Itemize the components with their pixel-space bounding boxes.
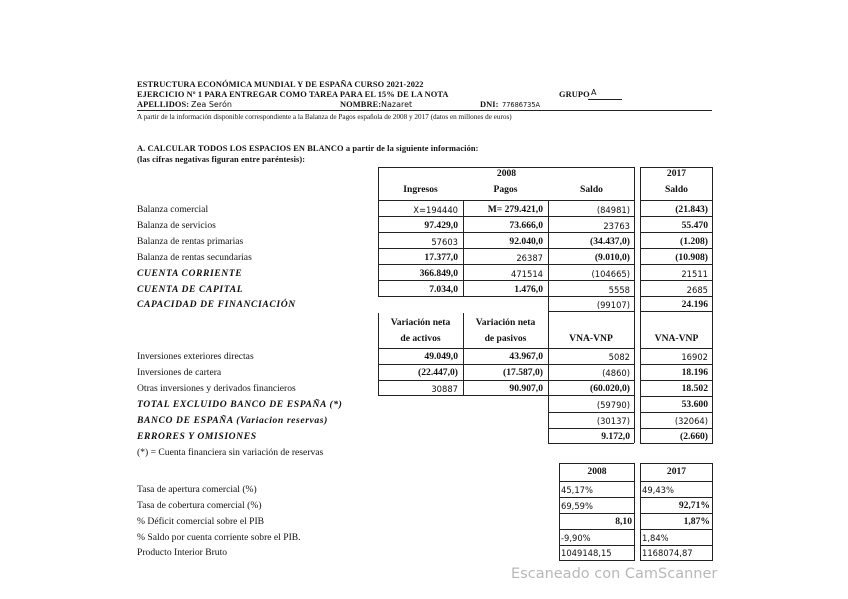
table1-year-2008: 2008 — [496, 168, 517, 179]
t2-grid — [548, 428, 634, 429]
row-label-cuenta-capital: CUENTA DE CAPITAL — [137, 284, 244, 295]
dni-value: 77686735A — [502, 101, 541, 109]
inversiones-cartera-pasivos: (17.587,0) — [503, 367, 543, 378]
grupo-label: GRUPO — [559, 90, 590, 99]
cuenta-corriente-ingresos: 366.849,0 — [419, 268, 458, 279]
saldo-cuenta-corriente-2008: -9,90% — [561, 533, 591, 543]
errores-omisiones-2017: (2.660) — [680, 431, 708, 442]
balanza-comercial-2017: (21.843) — [675, 204, 708, 215]
t3-grid — [640, 513, 713, 514]
t1-grid — [548, 311, 634, 312]
apellidos-label: APELLIDOS: — [137, 100, 190, 109]
t3-grid — [640, 545, 713, 546]
t1-grid — [640, 264, 713, 265]
t1-grid — [640, 248, 713, 249]
t2-grid — [640, 412, 713, 413]
inversiones-directas-vna: 5082 — [608, 352, 630, 362]
cuenta-capital-ingresos: 7.034,0 — [429, 284, 458, 295]
row-label-inversiones-directas: Inversiones exteriores directas — [137, 351, 254, 362]
col-var-activos-line1: Variación neta — [390, 317, 451, 328]
t2-grid — [640, 380, 713, 381]
balanza-servicios-ingresos: 97.429,0 — [424, 220, 458, 231]
capacidad-financiacion-saldo: (99107) — [596, 300, 630, 310]
rentas-primarias-pagos: 92.040,0 — [509, 236, 543, 247]
row-label-balanza-servicios: Balanza de servicios — [137, 220, 216, 231]
row-label-otras-inversiones: Otras inversiones y derivados financieros — [137, 383, 296, 394]
rentas-primarias-2017: (1.208) — [680, 236, 708, 247]
otras-inversiones-vna: (60.020,0) — [590, 383, 630, 394]
otras-inversiones-2017: 18.502 — [681, 383, 708, 394]
row-label-balanza-comercial: Balanza comercial — [137, 204, 209, 215]
total-excluido-vna: (59790) — [596, 400, 630, 410]
t2-grid — [640, 348, 713, 349]
col-ingresos: Ingresos — [403, 184, 438, 195]
t1-grid — [712, 201, 713, 311]
otras-inversiones-pasivos: 90.907,0 — [509, 383, 543, 394]
cuenta-corriente-pagos: 471514 — [511, 269, 543, 279]
col-vna-vnp-2017: VNA-VNP — [654, 333, 699, 344]
inversiones-cartera-vna: (4860) — [602, 368, 630, 378]
tasa-cobertura-2017: 92,71% — [678, 500, 710, 511]
balanza-comercial-ingresos: X=194440 — [413, 205, 458, 215]
rentas-primarias-ingresos: 57603 — [431, 237, 458, 247]
rentas-secundarias-pagos: 26387 — [516, 253, 543, 263]
row-label-tasa-cobertura: Tasa de cobertura comercial (%) — [137, 500, 262, 511]
t2-grid — [378, 380, 634, 381]
t1-grid — [378, 296, 634, 297]
cuenta-capital-2017: 2685 — [686, 285, 708, 295]
rentas-primarias-saldo: (34.437,0) — [590, 236, 630, 247]
table3-year-2008: 2008 — [587, 466, 607, 477]
balanza-servicios-saldo: 23763 — [603, 221, 630, 231]
instructions-line1: A. CALCULAR TODOS LOS ESPACIOS EN BLANCO a partir de la siguiente información: — [137, 144, 479, 153]
row-label-saldo-cuenta-corriente: % Saldo por cuenta corriente sobre el PIB. — [137, 532, 301, 543]
t3-grid — [559, 545, 635, 546]
col-pagos: Pagos — [493, 184, 518, 195]
grupo-value: A — [591, 88, 597, 97]
row-label-rentas-secundarias: Balanza de rentas secundarias — [137, 252, 252, 263]
errores-omisiones-vna: 9.172,0 — [601, 431, 630, 442]
footnote: (*) = Cuenta financiera sin variación de reservas — [137, 447, 324, 458]
col-saldo-2017: Saldo — [665, 184, 688, 195]
tasa-cobertura-2008: 69,59% — [561, 501, 593, 511]
row-label-capacidad-financiacion: CAPACIDAD DE FINANCIACIÓN — [137, 299, 296, 310]
apellidos-value: Zea Serón — [191, 100, 232, 109]
saldo-cuenta-corriente-2017: 1,84% — [642, 533, 669, 543]
document-title: ESTRUCTURA ECONÓMICA MUNDIAL Y DE ESPAÑA CURSO 2021-2022 — [137, 80, 424, 89]
t2-grid — [634, 311, 635, 348]
exercise-title: EJERCICIO Nº 1 PARA ENTREGAR COMO TAREA PARA EL 15% DE LA NOTA — [137, 90, 449, 99]
col-var-pasivos-line1: Variación neta — [475, 317, 536, 328]
header-divider — [137, 110, 712, 111]
t1-grid — [378, 216, 634, 217]
total-excluido-2017: 53.600 — [681, 399, 708, 410]
nombre-value: Nazaret — [381, 100, 413, 109]
row-label-errores-omisiones: ERRORES Y OMISIONES — [137, 431, 257, 442]
table3-2017-frame — [640, 463, 713, 561]
balanza-comercial-pagos: M= 279.421,0 — [487, 204, 543, 215]
t1-grid — [634, 201, 635, 311]
t2-grid — [640, 396, 713, 397]
inversiones-directas-activos: 49.049,0 — [424, 351, 458, 362]
t1-grid — [378, 280, 634, 281]
t2-grid — [463, 313, 464, 348]
t3-grid — [559, 481, 635, 482]
t3-grid — [640, 481, 713, 482]
rentas-secundarias-2017: (10.908) — [675, 252, 708, 263]
table3-2008-frame — [559, 463, 635, 561]
t1-grid — [640, 216, 713, 217]
rentas-secundarias-ingresos: 17.377,0 — [424, 252, 458, 263]
row-label-banco-espana: BANCO DE ESPAÑA (Variacion reservas) — [137, 415, 328, 426]
t2-grid — [640, 443, 713, 444]
rentas-secundarias-saldo: (9.010,0) — [594, 252, 630, 263]
banco-espana-vna: (30137) — [596, 416, 630, 426]
t2-grid — [548, 412, 634, 413]
inversiones-cartera-2017: 18.196 — [681, 367, 708, 378]
table3-year-2017: 2017 — [666, 466, 687, 477]
row-label-rentas-primarias: Balanza de rentas primarias — [137, 236, 244, 247]
col-saldo: Saldo — [580, 184, 603, 195]
t1-grid — [640, 280, 713, 281]
col-vna-vnp: VNA-VNP — [569, 333, 613, 344]
row-label-deficit-comercial: % Déficit comercial sobre el PIB — [137, 516, 265, 527]
tasa-apertura-2017: 49,43% — [642, 485, 674, 495]
row-label-total-excluido: TOTAL EXCLUIDO BANCO DE ESPAÑA (*) — [137, 399, 343, 410]
row-label-tasa-apertura: Tasa de apertura comercial (%) — [137, 484, 257, 495]
inversiones-directas-2017: 16902 — [681, 352, 708, 362]
t3-grid — [559, 497, 635, 498]
table1-year-2017: 2017 — [666, 168, 687, 179]
t2-grid — [640, 364, 713, 365]
t2-grid — [378, 313, 379, 348]
t3-grid — [559, 513, 635, 514]
instructions-line2: (las cifras negativas figuran entre paréntesis): — [137, 155, 306, 164]
deficit-comercial-2017: 1,87% — [683, 516, 710, 527]
t2-grid — [548, 311, 549, 348]
camscanner-watermark: Escaneado con CamScanner — [511, 566, 718, 582]
tasa-apertura-2008: 45,17% — [561, 485, 593, 495]
row-label-pib: Producto Interior Bruto — [137, 547, 228, 558]
cuenta-capital-pagos: 1.476,0 — [514, 284, 543, 295]
t2-grid — [640, 428, 713, 429]
source-note: A partir de la información disponible correspondiente a la Balanza de Pagos española de 2008 y 2017 (datos en millones de euros) — [137, 113, 512, 121]
row-label-cuenta-corriente: CUENTA CORRIENTE — [137, 268, 243, 279]
capacidad-financiacion-2017: 24.196 — [681, 299, 708, 310]
t2-grid — [712, 311, 713, 348]
dni-label: DNI: — [480, 100, 499, 109]
t2-grid — [378, 364, 634, 365]
t1-grid — [640, 311, 713, 312]
otras-inversiones-activos: 30887 — [431, 384, 458, 394]
t1-grid — [378, 248, 634, 249]
t3-grid — [640, 497, 713, 498]
inversiones-cartera-activos: (22.447,0) — [418, 367, 458, 378]
col-var-activos-line2: de activos — [400, 333, 441, 344]
t1-grid — [378, 264, 634, 265]
deficit-comercial-2008: 8,10 — [615, 516, 632, 527]
inversiones-directas-pasivos: 43.967,0 — [509, 351, 543, 362]
t2-grid — [640, 311, 641, 348]
t1-grid — [640, 296, 713, 297]
banco-espana-2017: (32064) — [674, 416, 708, 426]
nombre-label: NOMBRE: — [340, 100, 382, 109]
cuenta-corriente-saldo: (104665) — [591, 269, 630, 279]
pib-2017: 1168074,87 — [642, 548, 693, 558]
t3-grid — [559, 529, 635, 530]
t1-grid — [640, 232, 713, 233]
balanza-servicios-pagos: 73.666,0 — [509, 220, 543, 231]
pib-2008: 1049148,15 — [561, 548, 612, 558]
cuenta-capital-saldo: 5558 — [608, 285, 630, 295]
grupo-underline — [588, 99, 622, 100]
balanza-servicios-2017: 55.470 — [681, 220, 708, 231]
row-label-inversiones-cartera: Inversiones de cartera — [137, 367, 222, 378]
t3-grid — [640, 529, 713, 530]
col-var-pasivos-line2: de pasivos — [484, 333, 527, 344]
t2-grid — [548, 443, 634, 444]
balanza-comercial-saldo: (84981) — [596, 205, 630, 215]
t1-grid — [378, 232, 634, 233]
t2-grid — [634, 348, 635, 443]
cuenta-corriente-2017: 21511 — [681, 269, 708, 279]
